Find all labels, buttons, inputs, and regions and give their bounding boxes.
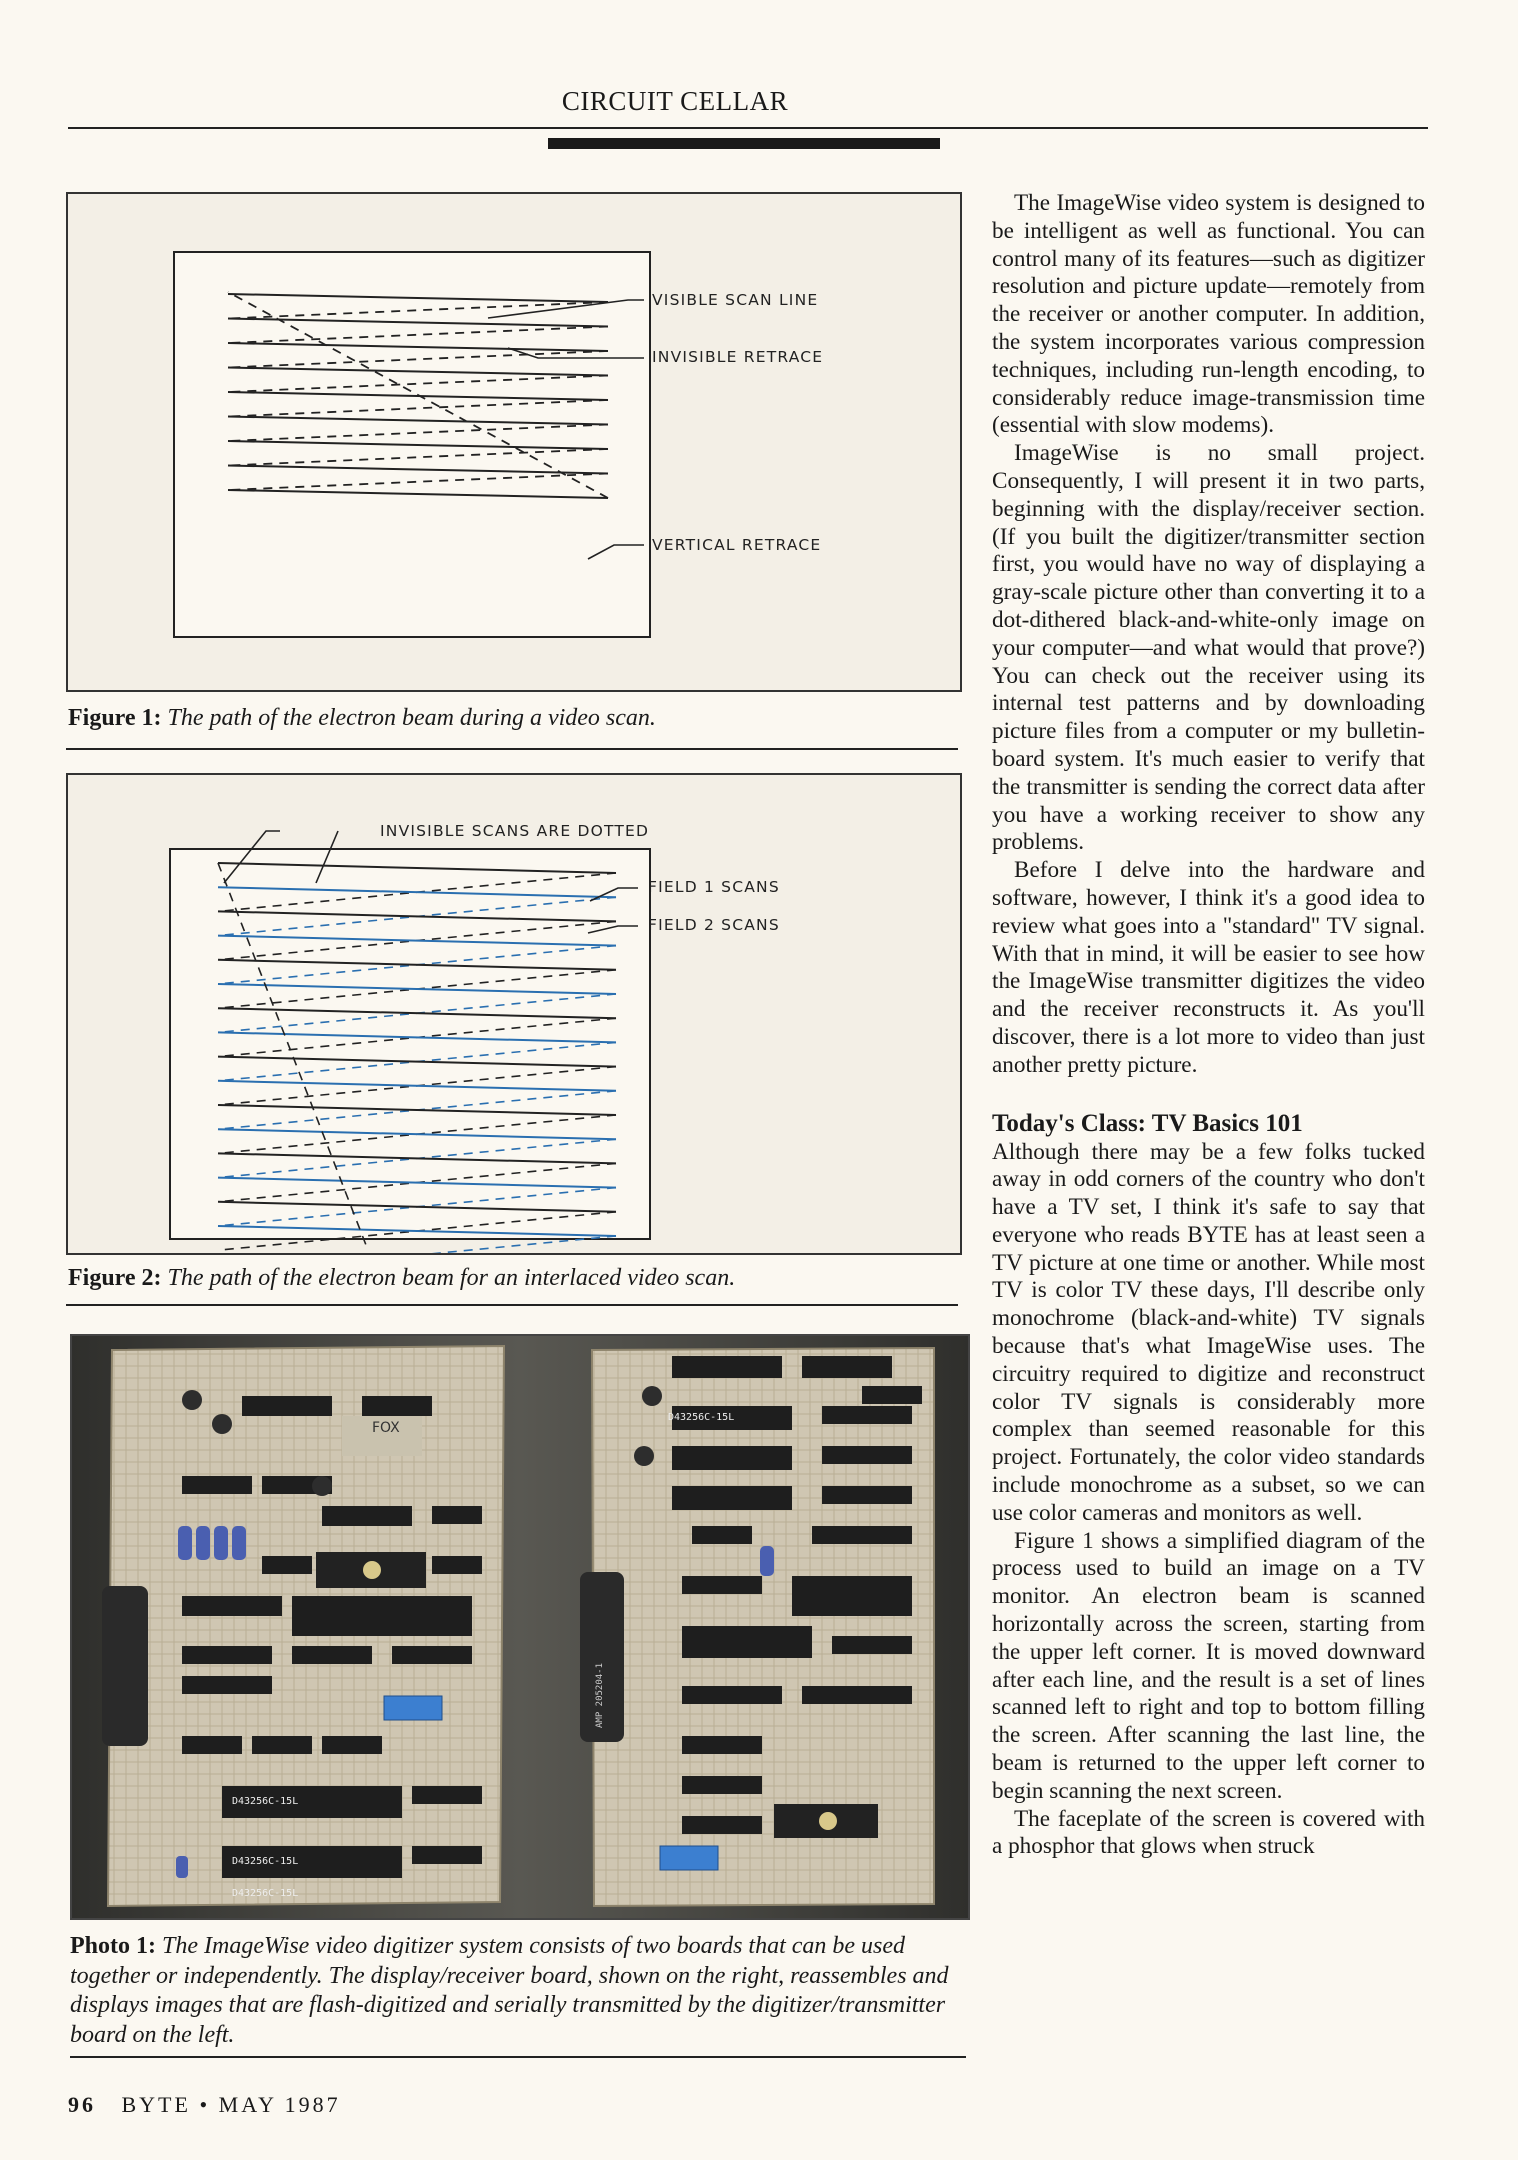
ic-chip	[392, 1646, 472, 1664]
figure-1	[66, 192, 962, 692]
ic-chip	[802, 1356, 892, 1378]
ic-chip	[292, 1646, 372, 1664]
ic-chip	[792, 1576, 912, 1616]
ic-chip	[292, 1596, 472, 1636]
photo-1-boards	[72, 1336, 968, 1918]
paragraph: The faceplate of the screen is covered with a phosphor that glows when struck	[992, 1805, 1425, 1860]
ic-chip	[362, 1396, 432, 1416]
chip-label-5: D43256C-15L	[232, 1888, 299, 1899]
right-dip-switch	[660, 1846, 718, 1870]
photo-1-rule	[70, 2056, 966, 2058]
section-title: CIRCUIT CELLAR	[561, 86, 789, 116]
ic-chip	[832, 1636, 912, 1654]
figure-1-diagram	[68, 194, 960, 690]
ic-chip	[802, 1686, 912, 1704]
article-column	[992, 190, 1425, 1861]
ic-chip	[862, 1386, 922, 1404]
ic-chip	[822, 1486, 912, 1504]
ic-chip	[432, 1556, 482, 1574]
photo-1-caption-text: The ImageWise video digitizer system consists of two boards that can be used together or independently. The display/receiver board, shown on the right, reassembles and displays images that are flash-digitized and serially transmitted by the digitizer/transmitter board on the left.	[70, 1933, 949, 2048]
ic-chip	[182, 1646, 272, 1664]
ic-chip	[182, 1676, 272, 1694]
figure-1-rule	[66, 748, 958, 750]
fig1-label-visible: VISIBLE SCAN LINE	[652, 291, 819, 309]
paragraph: Although there may be a few folks tucked away in odd corners of the country who don't have a TV set, I think it's safe to say that everyone who reads BYTE has at least seen a TV picture at one time or another. While most TV is color TV these days, I'll describe only monochrome (black-and-white) TV signals because that's what ImageWise uses. The circuitry required to digitize and reconstruct color TV signals is considerably more complex than seemed reasonable for this project. Fortunately, the color video standards include monochrome as a subset, so we can use color cameras and monitors as well.	[992, 1138, 1425, 1526]
ic-chip	[682, 1626, 812, 1658]
chip-label-4: AMP 205204-1	[595, 1662, 605, 1728]
ic-chip	[672, 1486, 792, 1510]
paragraph: Before I delve into the hardware and software, however, I think it's a good idea to review what goes into a "standard" TV signal. With that in mind, it will be easier to see how the ImageWise transmitter digitizes the video and the receiver reconstructs it. As you'll discover, there is a lot more to video than just another pretty picture.	[992, 857, 1425, 1078]
ic-chip	[252, 1736, 312, 1754]
section-heading: Today's Class: TV Basics 101	[992, 1109, 1303, 1137]
photo-1	[70, 1334, 970, 1920]
ic-chip	[432, 1506, 482, 1524]
figure-2	[66, 773, 962, 1255]
fig1-label-vertical: VERTICAL RETRACE	[652, 536, 822, 554]
fig2-label-field2: FIELD 2 SCANS	[648, 916, 780, 934]
chip-label-3: D43256C-15L	[668, 1412, 735, 1423]
ic-chip	[182, 1736, 242, 1754]
photo-1-caption-label: Photo 1:	[70, 1933, 156, 1959]
ic-chip	[322, 1736, 382, 1754]
ic-chip	[672, 1446, 792, 1470]
paragraph: The ImageWise video system is designed to be intelligent as well as functional. You can control many of its features—such as digitizer resolution and picture update—remotely from the receiver or another computer. In addition, the system incorporates various compression techniques, including run-length encoding, to considerably reduce image-transmission time (essential with slow modems).	[992, 190, 1425, 439]
ic-chip	[682, 1736, 762, 1754]
ic-chip	[322, 1506, 412, 1526]
ic-chip	[682, 1576, 762, 1594]
ic-chip	[672, 1356, 782, 1378]
ic-chip	[812, 1526, 912, 1544]
ic-chip	[692, 1526, 752, 1544]
fig2-label-invisible: INVISIBLE SCANS ARE DOTTED	[380, 822, 650, 840]
page-footer	[68, 2092, 341, 2118]
ic-chip	[822, 1446, 912, 1464]
ic-chip	[682, 1686, 782, 1704]
ic-chip	[822, 1406, 912, 1424]
issue-date: MAY 1987	[218, 2092, 341, 2117]
magazine-name: BYTE	[121, 2092, 191, 2117]
figure-1-caption	[68, 704, 948, 733]
figure-2-rule	[66, 1304, 958, 1306]
figure-2-caption	[68, 1264, 948, 1293]
chip-label-1: D43256C-15L	[232, 1796, 299, 1807]
fig1-label-invisible: INVISIBLE RETRACE	[652, 348, 824, 366]
left-dip-switch	[384, 1696, 442, 1720]
ic-chip	[682, 1776, 762, 1794]
figure-2-caption-label: Figure 2:	[68, 1265, 162, 1291]
footer-separator: •	[199, 2092, 211, 2117]
figure-1-caption-label: Figure 1:	[68, 705, 162, 731]
fig2-label-field1: FIELD 1 SCANS	[648, 878, 780, 896]
paragraph: Figure 1 shows a simplified diagram of the process used to build an image on a TV monitor. An electron beam is scanned horizontally across the screen, starting from the upper left corner. It is moved downward after each line, and the result is a set of lines scanned left to right and top to bottom filling the screen. After scanning the last line, the beam is returned to the upper left corner to begin scanning the next screen.	[992, 1527, 1425, 1804]
ic-chip	[182, 1476, 252, 1494]
ic-chip	[182, 1596, 282, 1616]
chip-label-2: D43256C-15L	[232, 1856, 299, 1867]
figure-1-caption-text: The path of the electron beam during a video scan.	[167, 705, 656, 731]
ic-chip	[412, 1786, 482, 1804]
ic-chip	[682, 1816, 762, 1834]
figure-2-diagram	[68, 775, 960, 1253]
page-number: 96	[68, 2092, 96, 2117]
header-rule	[68, 127, 1428, 129]
ic-chip	[242, 1396, 332, 1416]
header-bar	[548, 138, 940, 149]
ic-chip	[262, 1556, 312, 1574]
ic-chip	[412, 1846, 482, 1864]
figure-2-caption-text: The path of the electron beam for an interlaced video scan.	[167, 1265, 736, 1291]
paragraph: ImageWise is no small project. Consequently, I will present it in two parts, beginning with the display/receiver section. (If you built the digitizer/transmitter section first, you would have no way of displaying a gray-scale picture other than converting it to a dot-dithered black-and-white-only image on your computer—and what would that prove?) You can check out the receiver using its internal test patterns and by downloading picture files from a computer or my bulletin-board system. It's much easier to verify that the transmitter is sending the correct data after you have a working receiver to show any problems.	[992, 440, 1425, 856]
chip-label-fox: FOX	[372, 1420, 400, 1436]
left-db-connector	[102, 1586, 148, 1746]
photo-1-caption	[70, 1932, 950, 2050]
